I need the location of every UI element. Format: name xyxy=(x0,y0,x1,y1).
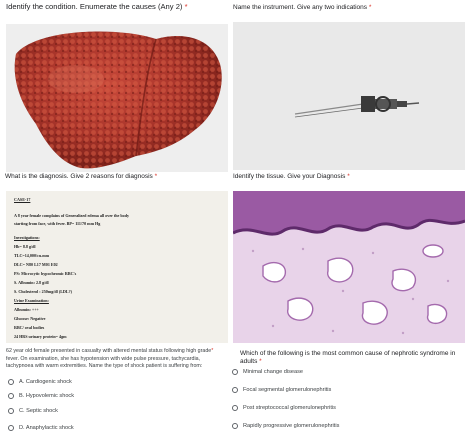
q6-option-4[interactable] xyxy=(232,423,339,429)
question-2-title xyxy=(233,4,471,12)
hb-value: Hb= 8.8 g/dl xyxy=(14,244,36,249)
question-1-text: Identify the condition. Enumerate the causes (Any 2) xyxy=(6,2,183,11)
question-2-text: Name the instrument. Give any two indications xyxy=(233,4,368,11)
investigations-label: Investigations: xyxy=(14,235,40,240)
case-sheet-image xyxy=(6,191,228,343)
required-marker: * xyxy=(368,4,372,11)
glucose-value: Glucose: Negative xyxy=(14,316,46,321)
radio-circle-icon[interactable] xyxy=(232,423,238,429)
liver-specimen-image xyxy=(6,24,228,172)
question-5-prompt xyxy=(6,348,232,371)
urine-albumin-value: Albumin: +++ xyxy=(14,307,39,312)
case-intro-line-1: A 8 year female complains of Generalized edema all over the body xyxy=(14,213,130,218)
question-1-title xyxy=(6,3,236,11)
q6-option-3[interactable] xyxy=(232,405,336,411)
q5-option-d[interactable] xyxy=(8,425,74,431)
q5-option-c-label: C. Septic shock xyxy=(19,408,58,414)
required-marker: * xyxy=(184,2,188,11)
q5-option-b-label: B. Hypovolemic shock xyxy=(19,393,75,399)
cholesterol-value: S. Cholesterol : 250mg/dl (LDL?) xyxy=(14,289,73,294)
tlc-value: TLC=14,000/cu.mm xyxy=(14,253,50,258)
radio-circle-icon[interactable] xyxy=(232,405,238,411)
required-marker: * xyxy=(347,173,350,180)
radio-circle-icon[interactable] xyxy=(8,379,14,385)
urine-label: Urine Examination: xyxy=(14,298,49,303)
case-heading: CASE-17 xyxy=(14,197,31,202)
albumin-value: S. Albumin: 2.8 g/dl xyxy=(14,280,49,285)
histology-graphic xyxy=(233,191,465,343)
ps-value: PS: Microcytic hypochromic RBC's xyxy=(14,271,77,276)
required-marker: * xyxy=(211,348,214,354)
required-marker: * xyxy=(154,173,158,180)
question-3-text: What is the diagnosis. Give 2 reasons for diagnosis xyxy=(5,173,153,180)
radio-circle-icon[interactable] xyxy=(8,425,14,431)
question-5-line-2: fever. On examination, she has hypotension with wide pulse pressure, tachycardia, xyxy=(6,355,201,362)
question-6-title xyxy=(240,350,472,366)
biopsy-needle-graphic xyxy=(233,22,465,170)
q6-option-1-label: Minimal change disease xyxy=(243,369,304,375)
rbc-value: RBC/ oval bodies xyxy=(14,325,45,330)
question-6-text: Which of the following is the most common cause of nephrotic syndrome in adults xyxy=(240,350,456,365)
q5-option-c[interactable] xyxy=(8,408,58,414)
q6-option-2[interactable] xyxy=(232,387,331,393)
q6-option-4-label: Rapidly progressive glomerulonephritis xyxy=(243,423,340,429)
question-4-text: Identify the tissue. Give your Diagnosis xyxy=(233,173,346,180)
radio-circle-icon[interactable] xyxy=(8,408,14,414)
q5-option-b[interactable] xyxy=(8,393,74,399)
histology-slide-image xyxy=(233,191,465,343)
question-5-line-3: tachypnoea with warm extremities. Name the type of shock patient is suffering from: xyxy=(6,363,203,370)
q5-option-a-label: A. Cardiogenic shock xyxy=(19,379,72,385)
urine-24h-value: 24 HRS urinary protein= 4gm xyxy=(14,334,67,339)
q5-option-d-label: D. Anaphylactic shock xyxy=(19,425,74,431)
case-intro-line-2: starting from face, with fever. BP= 111/70 mm Hg xyxy=(14,221,101,226)
question-4-title xyxy=(233,173,471,181)
needle-instrument-image xyxy=(233,22,465,170)
q6-option-1[interactable] xyxy=(232,369,303,375)
q5-option-a[interactable] xyxy=(8,379,72,385)
radio-circle-icon[interactable] xyxy=(232,369,238,375)
q6-option-3-label: Post streptococcal glomerulonephritis xyxy=(243,405,336,411)
question-3-title xyxy=(5,173,231,181)
radio-circle-icon[interactable] xyxy=(8,393,14,399)
radio-circle-icon[interactable] xyxy=(232,387,238,393)
dlc-value: DLC= N80 L17 M01 E02 xyxy=(14,262,58,267)
q6-option-2-label: Focal segmental glomerulonephritis xyxy=(243,387,332,393)
liver-specimen-graphic xyxy=(6,24,228,172)
required-marker: * xyxy=(259,358,262,365)
question-5-line-1: 62 year old female presented in casualty with altered mental status following high grade* xyxy=(6,348,214,354)
